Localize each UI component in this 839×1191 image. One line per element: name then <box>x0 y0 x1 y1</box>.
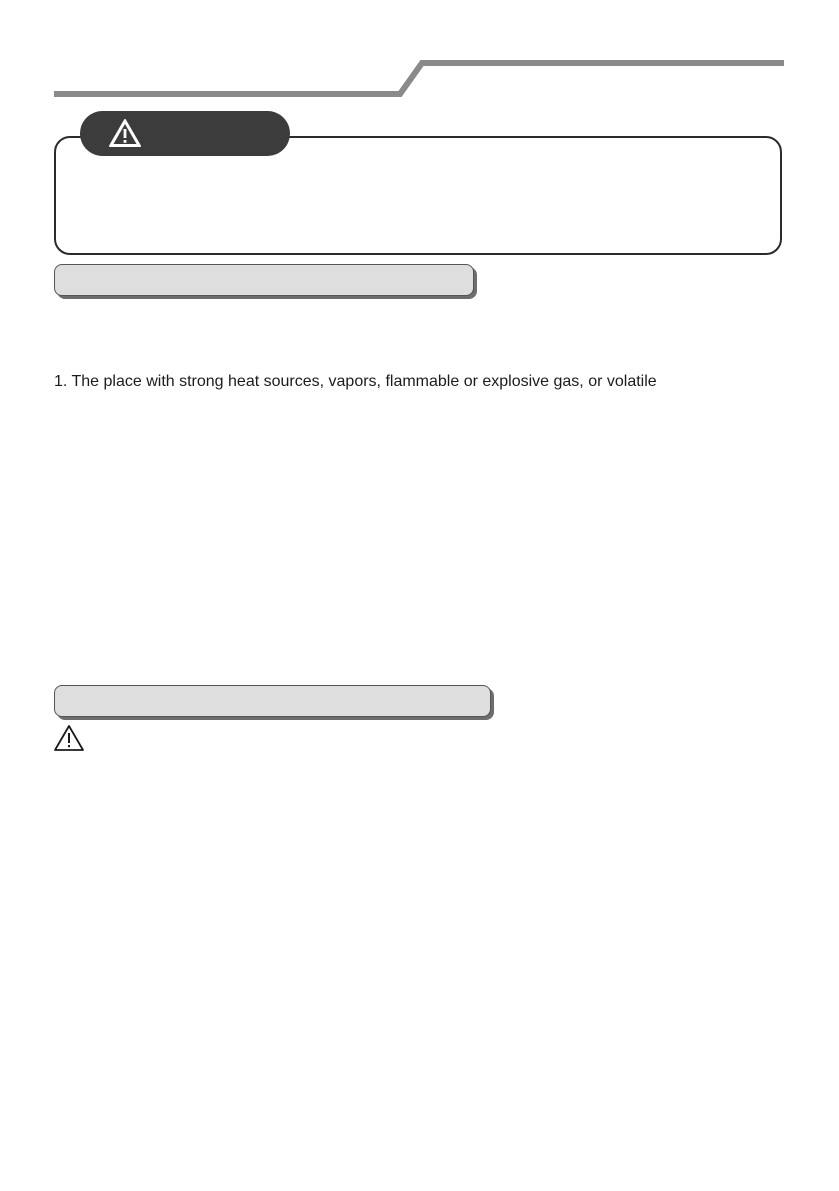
warning-tab <box>80 111 290 156</box>
header-rule <box>0 0 839 110</box>
warning-triangle-outline-icon <box>53 724 85 752</box>
install-site-item-1: 1. The place with strong heat sources, vapors, flammable or explosive gas, or volatile <box>54 373 657 390</box>
section-header-bar <box>54 264 474 296</box>
section-header-bar-2 <box>54 685 491 717</box>
warning-triangle-icon <box>108 117 142 149</box>
